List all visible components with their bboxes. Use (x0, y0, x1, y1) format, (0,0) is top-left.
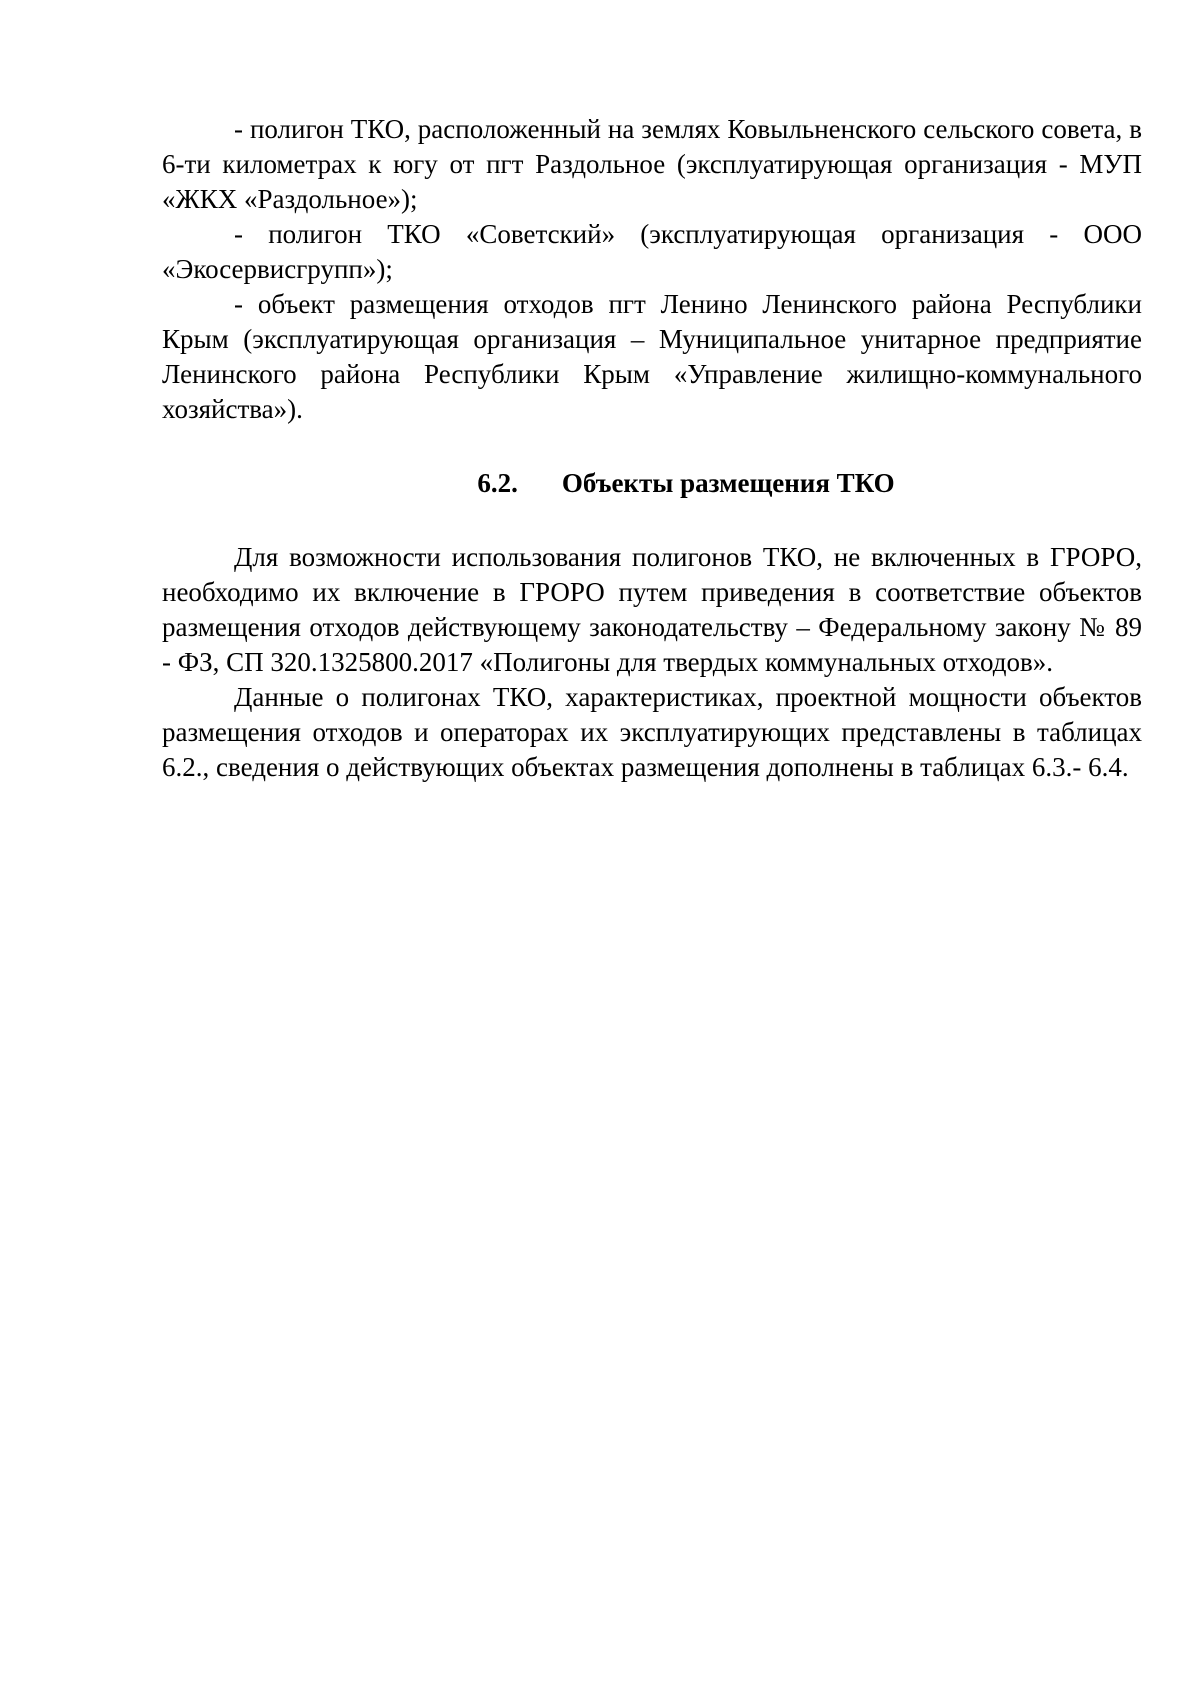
section-number: 6.2. (477, 468, 518, 498)
section-heading (162, 466, 1142, 501)
section-body (162, 540, 1142, 785)
list-item: - полигон ТКО, расположенный на землях Ковыльненского сельского совета, в 6-ти километрах к югу от пгт Раздольное (эксплуатирующая организация - МУП «ЖКХ «Раздольное»); (162, 114, 1142, 214)
list-item: - объект размещения отходов пгт Ленино Ленинского района Республики Крым (эксплуатирующая организация – Муниципальное унитарное предприятие Ленинского района Республики Крым «Управление жилищно-коммунального хозяйства»). (162, 289, 1142, 424)
body-paragraph: Данные о полигонах ТКО, характеристиках, проектной мощности объектов размещения отходов и операторах их эксплуатирующих представлены в таблицах 6.2., сведения о действующих объектах размещения дополнены в таблицах 6.3.- 6.4. (162, 682, 1142, 782)
landfill-list (162, 112, 1142, 427)
body-paragraph: Для возможности использования полигонов ТКО, не включенных в ГРОРО, необходимо их включение в ГРОРО путем приведения в соответствие объектов размещения отходов действующему законодательству – Федеральному закону № 89 - ФЗ, СП 320.1325800.2017 «Полигоны для твердых коммунальных отходов». (162, 542, 1142, 677)
section-title: Объекты размещения ТКО (561, 468, 895, 498)
list-item: - полигон ТКО «Советский» (эксплуатирующая организация - ООО «Экосервисгрупп»); (162, 219, 1142, 284)
